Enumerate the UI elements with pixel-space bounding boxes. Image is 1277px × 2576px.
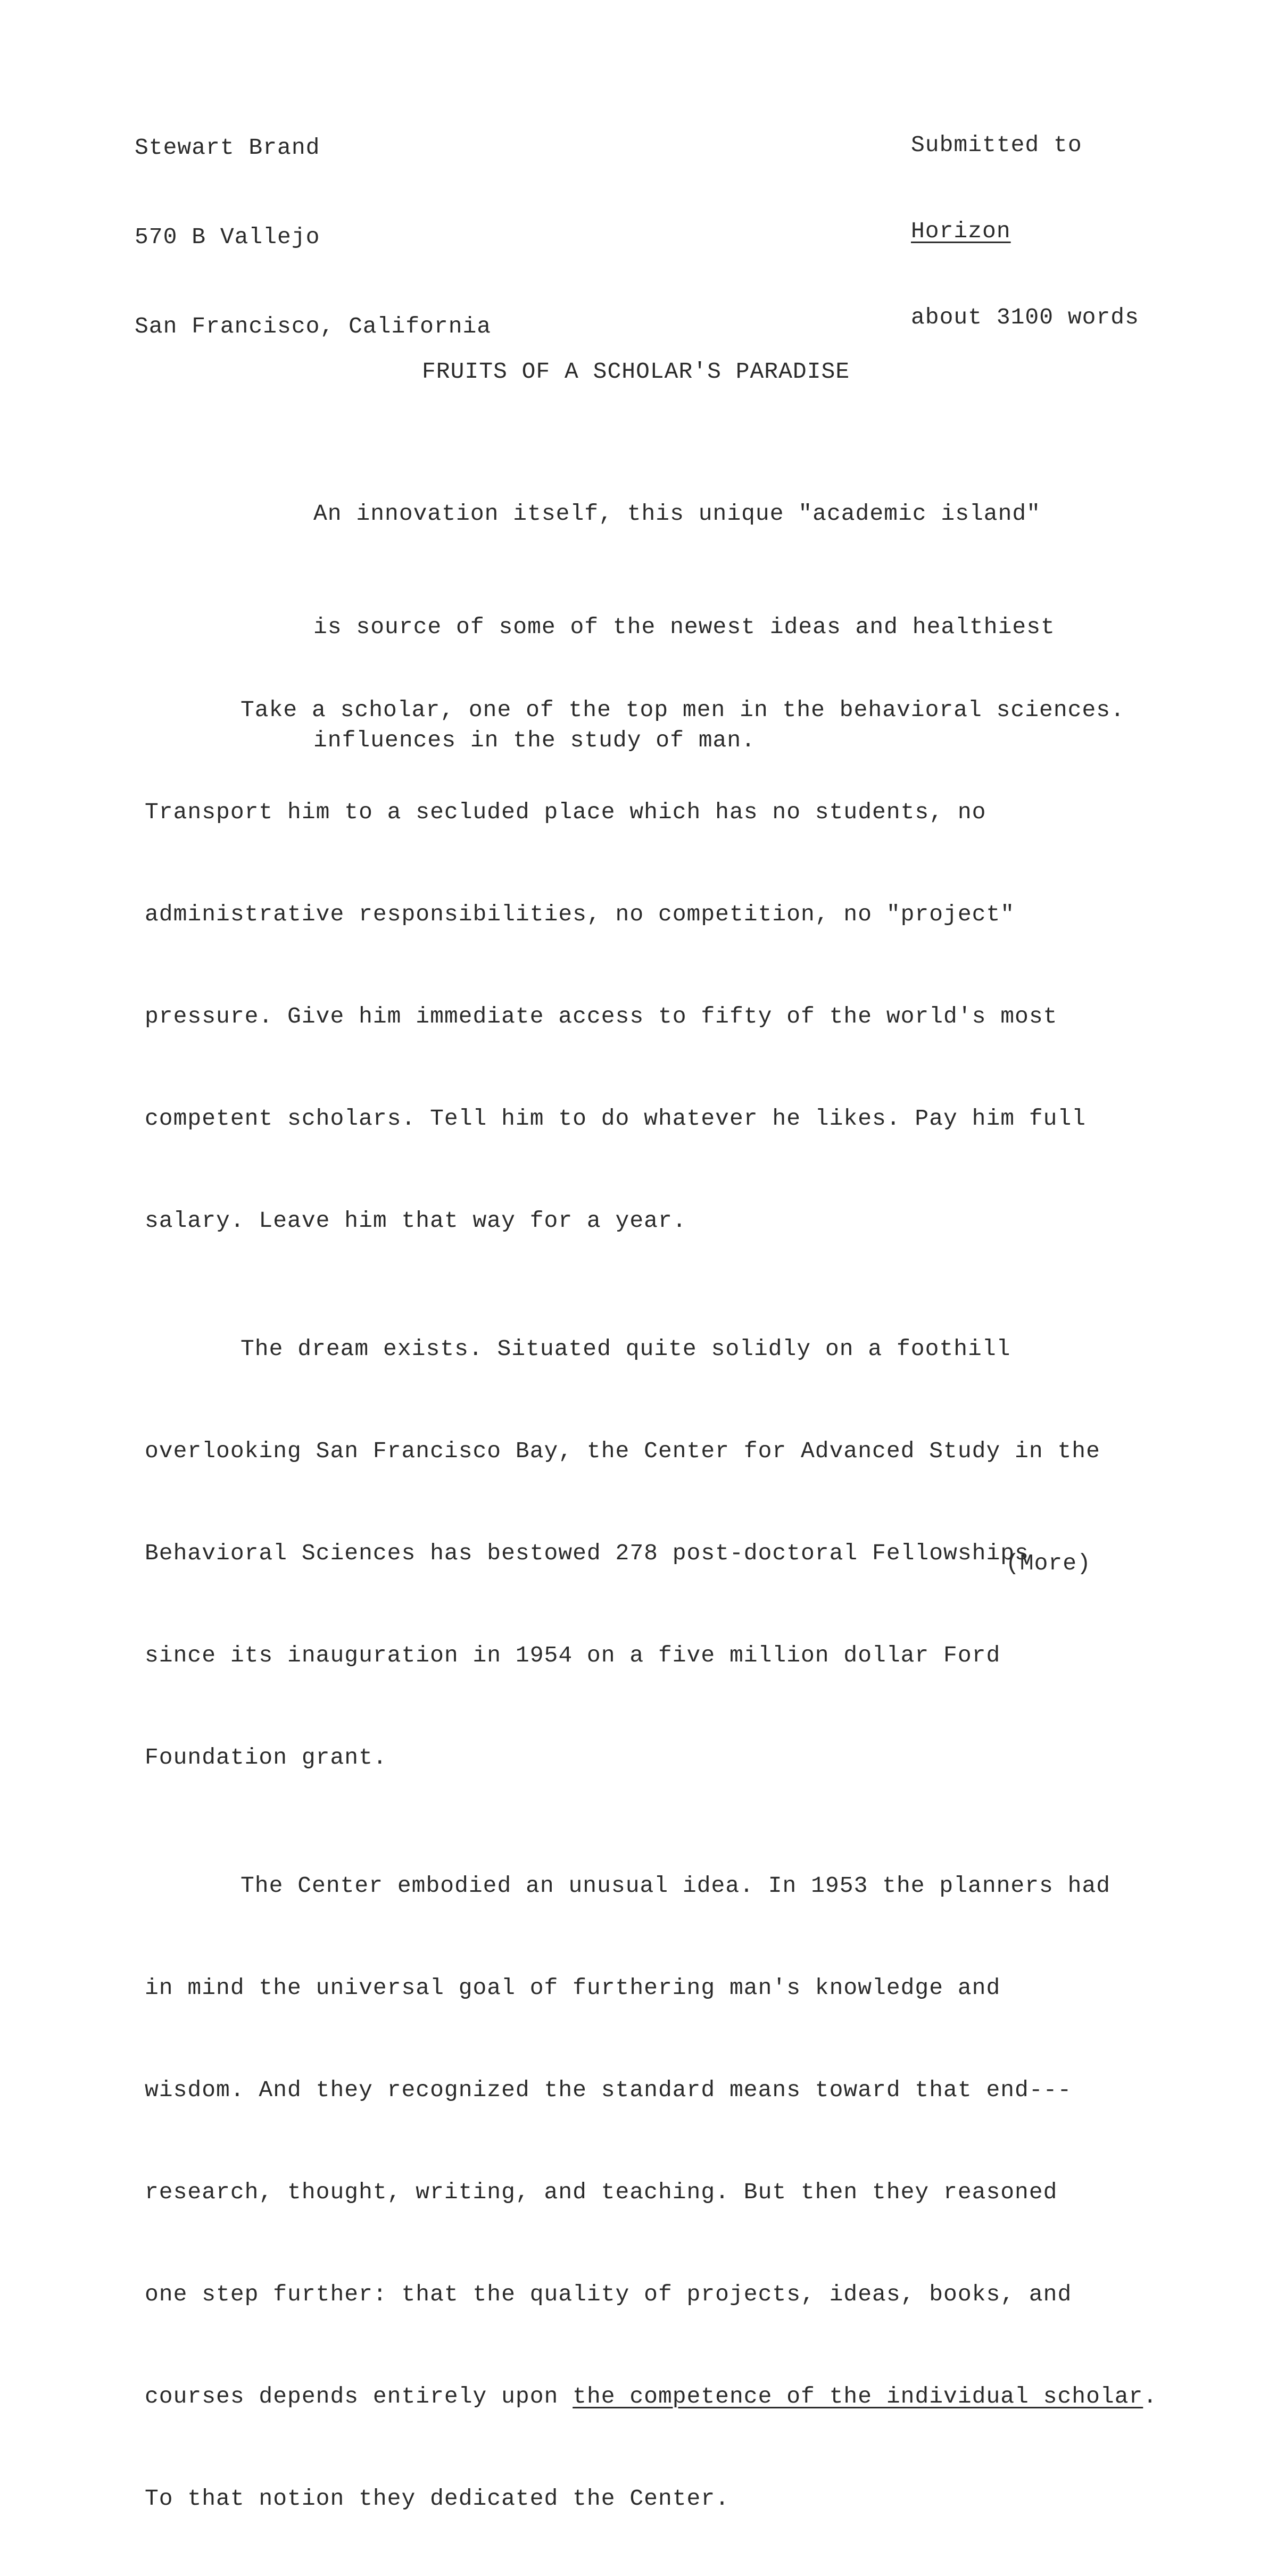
body-line: The Center embodied an unusual idea. In 1953 the planners had [241,1873,1111,1899]
author-address-block [135,73,491,401]
body-line: in mind the universal goal of furthering man's knowledge and [145,1975,1001,2001]
deck-line: is source of some of the newest ideas and healthiest [313,614,1055,640]
body-line: one step further: that the quality of projects, ideas, books, and [145,2281,1072,2307]
word-count: about 3100 words [911,304,1139,330]
body-line: administrative responsibilities, no competition, no "project" [145,901,1015,927]
body-line: Transport him to a secluded place which has no students, no [145,799,986,825]
body-line: competent scholars. Tell him to do whatever he likes. Pay him full [145,1106,1087,1132]
body-line: since its inauguration in 1954 on a five million dollar Ford [145,1642,1001,1668]
submitted-to-label: Submitted to [911,132,1082,158]
body-line: research, thought, writing, and teaching. But then they reasoned [145,2179,1058,2205]
author-street: 570 B Vallejo [135,224,320,250]
publication-name: Horizon [911,218,1011,244]
body-line: pressure. Give him immediate access to fifty of the world's most [145,1003,1058,1029]
author-city: San Francisco, California [135,313,492,339]
body-line: overlooking San Francisco Bay, the Center for Advanced Study in the [145,1438,1100,1464]
body-line: wisdom. And they recognized the standard means toward that end--- [145,2077,1072,2103]
deck-line: influences in the study of man. [313,727,756,753]
body-line: salary. Leave him that way for a year. [145,1208,687,1234]
body-line: To that notion they dedicated the Center. [145,2486,729,2512]
body-text-fragment: courses depends entirely upon [145,2383,573,2409]
body-text-fragment: . [1143,2383,1158,2409]
submission-info-block [911,73,1139,389]
author-name: Stewart Brand [135,135,320,161]
article-body [145,633,1262,2576]
underlined-phrase: the competence of the individual scholar [573,2383,1143,2409]
deck-line: An innovation itself, this unique "academic island" [313,501,1041,527]
body-line: Foundation grant. [145,1744,387,1771]
body-line-emphasis [145,2372,1262,2422]
continuation-marker: (More) [1006,1550,1091,1576]
body-line: Behavioral Sciences has bestowed 278 post-doctoral Fellowships [145,1540,1029,1566]
body-line: The dream exists. Situated quite solidly on a foothill [241,1336,1011,1362]
article-title: FRUITS OF A SCHOLAR'S PARADISE [422,359,850,385]
body-line: Take a scholar, one of the top men in the behavioral sciences. [241,697,1125,723]
